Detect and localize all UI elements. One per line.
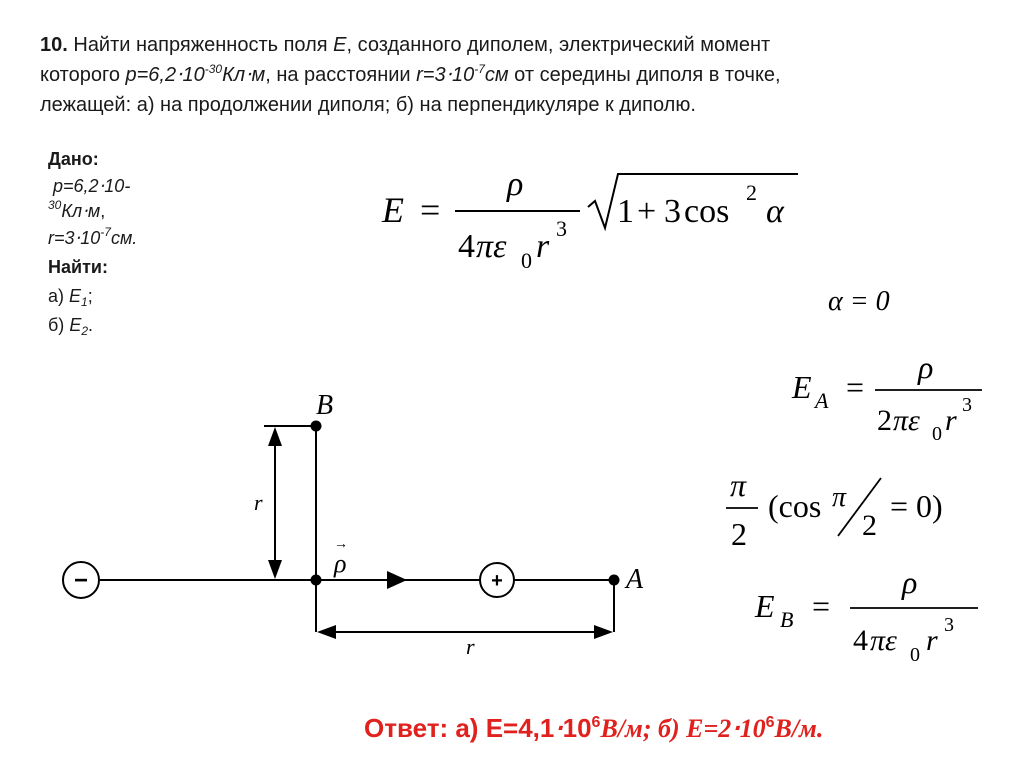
point-A <box>609 575 620 586</box>
svg-text:α: α <box>766 193 784 230</box>
label-p-vector: ρ <box>334 549 347 578</box>
svg-text:(cos: (cos <box>768 488 822 524</box>
problem-line-2: которого $p=6,2\cdot 10^{-30}Кл\cdot м$, на расстоянии $r=3\cdot 10^{-7}см$ от середины диполя в точке, <box>40 62 781 86</box>
given-header: Дано: <box>48 149 99 169</box>
svg-text:πε: πε <box>870 624 897 657</box>
vector-arrow: → <box>334 537 348 552</box>
alpha-zero: α = 0 <box>828 286 890 317</box>
svg-text:=: = <box>420 190 441 230</box>
svg-text:π: π <box>832 482 847 513</box>
svg-text:+: + <box>637 193 657 230</box>
svg-text:=: = <box>812 588 831 624</box>
find-item-a: а) $E_1$; <box>48 286 93 309</box>
svg-text:2: 2 <box>746 180 757 205</box>
svg-text:A: A <box>815 388 829 413</box>
arrowhead-up <box>268 427 282 446</box>
problem-line-1: 10. Найти напряженность поля E, созданного диполем, электрический момент <box>40 34 771 56</box>
arrowhead-down <box>268 560 282 579</box>
svg-text:= 0): = 0) <box>890 488 943 524</box>
svg-text:π: π <box>730 467 747 503</box>
svg-text:πε: πε <box>476 228 507 265</box>
svg-text:1: 1 <box>617 193 634 230</box>
formula-EB <box>754 564 978 666</box>
find-header: Найти: <box>48 257 108 277</box>
svg-text:ρ: ρ <box>918 349 934 385</box>
point-B <box>311 421 322 432</box>
svg-text:E: E <box>382 190 404 230</box>
svg-text:B: B <box>780 607 794 632</box>
dipole-center <box>311 575 322 586</box>
moment-arrowhead <box>387 571 407 589</box>
label-B: B <box>316 390 334 421</box>
formula-EA <box>791 349 982 445</box>
arrowhead-left <box>317 625 336 639</box>
svg-text:3: 3 <box>944 614 954 636</box>
svg-text:2: 2 <box>862 509 877 542</box>
svg-text:ρ: ρ <box>507 166 524 203</box>
given-p: p=6,2⋅10- $^{30}$Кл⋅м, <box>48 176 131 221</box>
svg-text:0: 0 <box>910 644 920 666</box>
dipole-diagram <box>63 390 644 659</box>
svg-text:4: 4 <box>853 624 868 657</box>
svg-text:−: − <box>73 567 89 594</box>
svg-text:2: 2 <box>877 404 892 437</box>
svg-text:+: + <box>491 570 503 592</box>
svg-text:r: r <box>945 404 957 437</box>
svg-text:cos: cos <box>684 193 730 230</box>
svg-text:=: = <box>846 369 865 405</box>
label-r-horizontal: r <box>466 634 475 659</box>
svg-text:0: 0 <box>932 423 942 445</box>
svg-text:ρ: ρ <box>902 564 918 600</box>
svg-text:E: E <box>792 369 812 405</box>
svg-text:r: r <box>536 228 550 265</box>
svg-text:3: 3 <box>556 216 567 241</box>
svg-text:3: 3 <box>664 193 681 230</box>
arrowhead-right <box>594 625 613 639</box>
label-A: A <box>626 564 644 595</box>
given-r: $r=3\cdot 10^{-7}см$. <box>48 225 138 248</box>
svg-text:0: 0 <box>521 248 532 273</box>
answer-line: Ответ: а) $E=4,1\cdot 10^6В/м$; б) $E=2\cdot 10^6В/м$. <box>364 713 824 743</box>
find-item-b: б) $E_2$. <box>48 315 94 338</box>
svg-text:E: E <box>755 588 775 624</box>
svg-text:2: 2 <box>731 516 747 552</box>
svg-text:πε: πε <box>893 404 920 437</box>
svg-text:r: r <box>926 624 938 657</box>
svg-text:3: 3 <box>962 394 972 416</box>
problem-line-3: лежащей: а) на продолжении диполя; б) на перпендикуляре к диполю. <box>40 94 696 116</box>
svg-text:4: 4 <box>458 228 475 265</box>
formula-main <box>381 166 798 273</box>
formula-cos <box>726 467 943 552</box>
problem-number: 10. <box>40 34 68 56</box>
label-r-vertical: r <box>254 490 263 515</box>
